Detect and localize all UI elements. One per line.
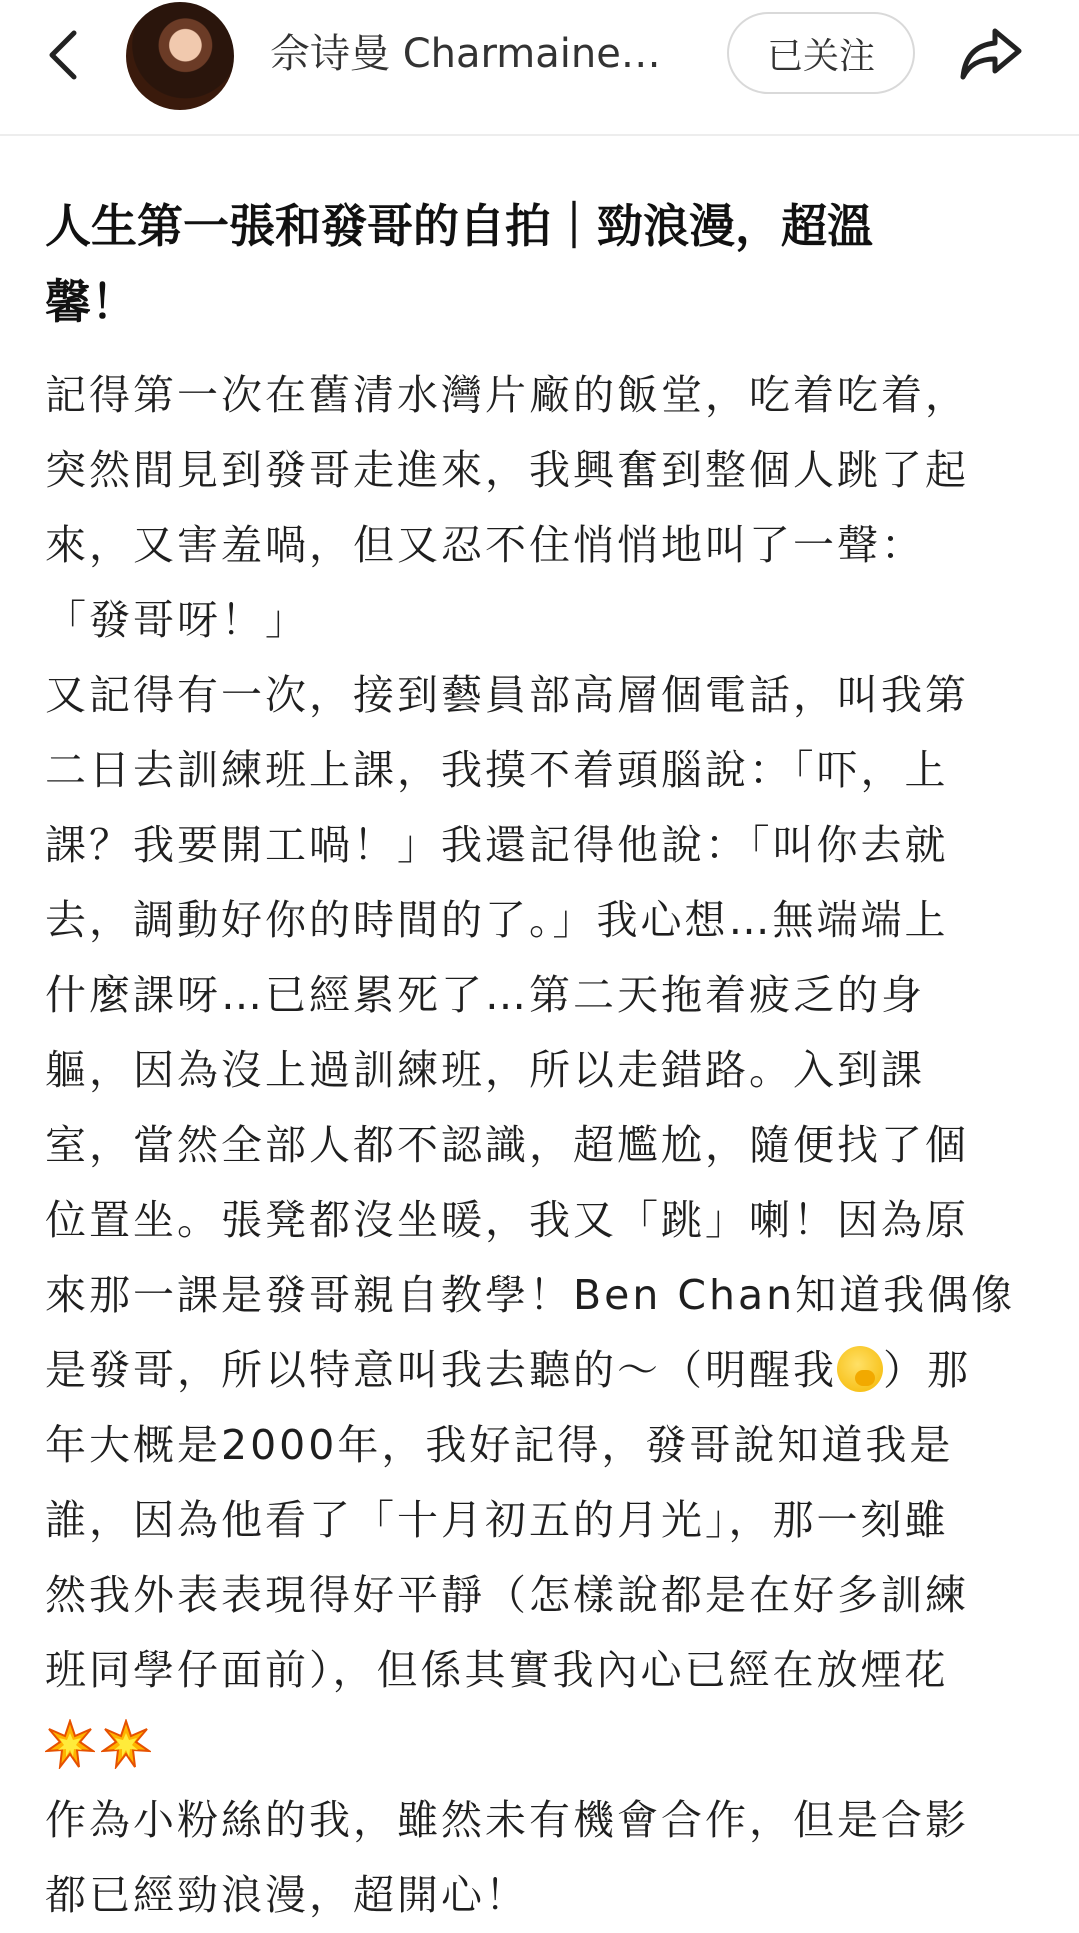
body-line: 來那一課是發哥親自教學！Ben Chan知道我偶像 (45, 1271, 1016, 1319)
post-title-line-2: 馨！ (45, 275, 137, 329)
collision-icon (45, 1719, 95, 1769)
chevron-left-icon (48, 30, 78, 80)
post-title (45, 188, 995, 340)
body-line-with-emoji (45, 1333, 1045, 1408)
body-line: 突然間見到發哥走進來，我興奮到整個人跳了起 (45, 446, 969, 494)
share-button[interactable] (955, 18, 1027, 88)
body-line: 來，又害羞喎，但又忍不住悄悄地叫了一聲： (45, 521, 925, 569)
body-line: 二日去訓練班上課，我摸不着頭腦說：「吓，上 (45, 746, 949, 794)
body-line: 班同學仔面前），但係其實我內心已經在放煙花 (45, 1646, 949, 1694)
body-line: 「發哥呀！」 (45, 596, 309, 644)
emoji-line (45, 1708, 1045, 1783)
body-line-part: 是發哥，所以特意叫我去聽的～（明醒我 (45, 1346, 837, 1394)
top-bar (0, 0, 1079, 136)
body-line: 作為小粉絲的我，雖然未有機會合作，但是合影 (45, 1796, 969, 1844)
body-line-part: ）那 (883, 1346, 971, 1394)
author-name[interactable]: 佘诗曼 Charmaine… (270, 31, 661, 77)
body-line: 誰，因為他看了「十月初五的月光」，那一刻雖 (45, 1496, 949, 1544)
post-title-line-1: 人生第一張和發哥的自拍｜勁浪漫，超溫 (45, 199, 873, 253)
follow-button[interactable]: 已关注 (727, 12, 915, 94)
body-line: 都已經勁浪漫，超開心！ (45, 1871, 529, 1919)
post-content (45, 188, 1045, 1933)
collision-icon (101, 1719, 151, 1769)
body-line: 軀，因為沒上過訓練班，所以走錯路。入到課 (45, 1046, 925, 1094)
body-line: 記得第一次在舊清水灣片廠的飯堂，吃着吃着， (45, 371, 969, 419)
body-line: 又記得有一次，接到藝員部高層個電話，叫我第 (45, 671, 969, 719)
body-line: 位置坐。張凳都沒坐暖，我又「跳」喇！因為原 (45, 1196, 969, 1244)
back-button[interactable] (40, 22, 86, 88)
body-line: 室，當然全部人都不認識，超尷尬，隨便找了個 (45, 1121, 969, 1169)
body-line: 什麼課呀…已經累死了…第二天拖着疲乏的身 (45, 971, 925, 1019)
post-body (45, 358, 1045, 1933)
avatar[interactable] (126, 2, 234, 110)
body-line: 然我外表表現得好平靜（怎樣說都是在好多訓練 (45, 1571, 969, 1619)
body-line: 年大概是2000年，我好記得，發哥說知道我是 (45, 1421, 954, 1469)
share-arrow-icon (959, 25, 1023, 81)
face-with-hand-over-mouth-icon (837, 1346, 883, 1392)
body-line: 去，調動好你的時間的了。」我心想…無端端上 (45, 896, 949, 944)
body-line: 課？我要開工喎！」我還記得他說：「叫你去就 (45, 821, 949, 869)
